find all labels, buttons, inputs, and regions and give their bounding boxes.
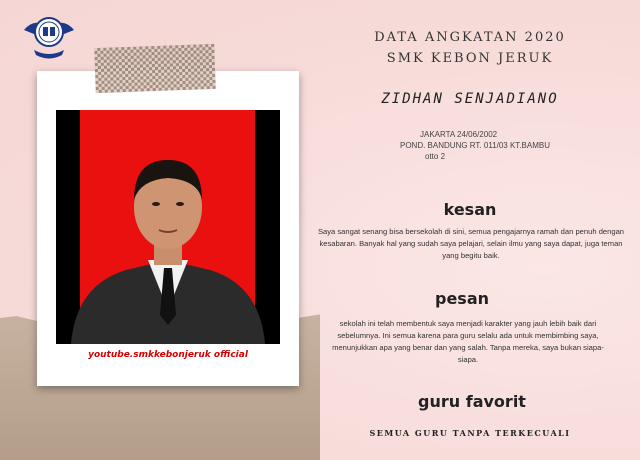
photo-frame: [37, 71, 299, 386]
birth-info: JAKARTA 24/06/2002: [420, 130, 498, 139]
header-title: DATA ANGKATAN 2020: [374, 30, 566, 45]
youtube-caption: youtube.smkkebonjeruk official: [88, 350, 248, 360]
kesan-text: Saya sangat senang bisa bersekolah di sini, semua pengajarnya ramah dan penuh dengan kesabaran. Banyak hal yang sudah saya pelajari, selain ilmu yang saya dapat, juga teman yang begitu baik.: [317, 227, 625, 260]
pesan-title: pesan: [434, 289, 489, 308]
kesan-title: kesan: [443, 200, 497, 219]
header-school: SMK KEBON JERUK: [386, 51, 554, 66]
guru-favorit-title: guru favorit: [418, 392, 526, 411]
pesan-text: sekolah ini telah membentuk saya menjadi karakter yang jauh lebih baik dari sebelumnya. Ini semua karena para guru selalu ada untuk membimbing saya, menunjukkan apa yang benar dan yang salah. Tanpa mereka, saya bukan siapa-siapa.: [332, 319, 604, 364]
tape-decoration: [94, 44, 215, 93]
header: [335, 30, 605, 66]
student-name: ZIDHAN SENJADIANO: [381, 91, 559, 107]
school-logo: [20, 8, 78, 66]
address-info: POND. BANDUNG RT. 011/03 KT.BAMBU: [400, 141, 550, 150]
guru-favorit-text: SEMUA GURU TANPA TERKECUALI: [369, 428, 571, 438]
kelurahan-info: otto 2: [425, 152, 446, 161]
student-photo: [56, 110, 280, 344]
